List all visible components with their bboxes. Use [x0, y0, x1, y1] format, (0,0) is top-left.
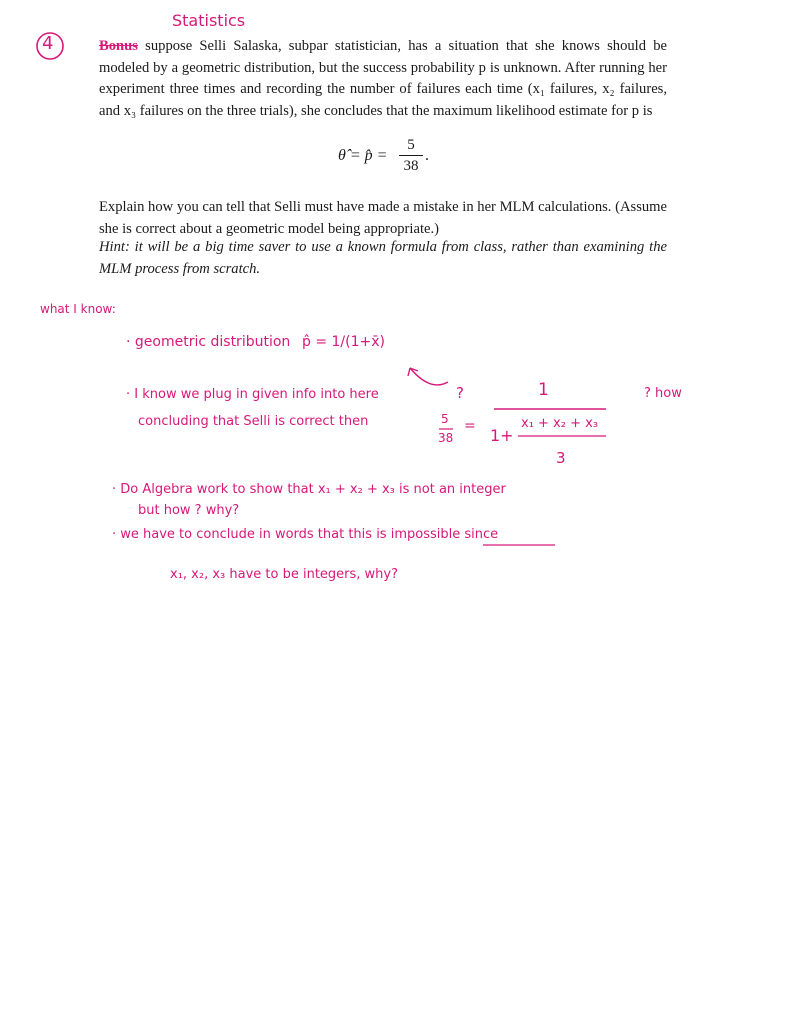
equation-fraction [399, 136, 423, 175]
note-bullet-2: · I know we plug in given info into here [126, 387, 379, 402]
big-fraction-numerator: 1 [538, 380, 549, 400]
equation-numerator: 5 [407, 137, 415, 153]
small-fraction-den: 38 [438, 431, 454, 445]
explain-paragraph: Explain how you can tell that Selli must have made a mistake in her MLM calculations. (Assume she is correct about a geometric model being appropriate.) [99, 199, 667, 237]
note-formula: p̂ = 1/(1+x̄) [302, 334, 385, 350]
big-fraction-three: 3 [556, 449, 566, 467]
note-bullet-2-cont: concluding that Selli is correct then [138, 414, 369, 429]
problem-statement [99, 36, 667, 122]
explain-text [99, 197, 667, 240]
note-bullet-4: · we have to conclude in words that this is impossible since [112, 527, 499, 542]
problem-number: 4 [42, 33, 54, 54]
hint-paragraph: Hint: it will be a big time saver to use a known formula from class, rather than examining the MLM process from scratch. [99, 239, 667, 277]
note-how: ? how [644, 386, 682, 401]
equation-period: . [425, 147, 429, 164]
equation-denominator: 38 [403, 158, 419, 174]
note-bullet-3-cont: but how ? why? [138, 503, 240, 518]
big-fraction-sum: x₁ + x₂ + x₃ [521, 416, 599, 431]
equation-bar [399, 155, 423, 156]
big-fraction-one-plus: 1+ [490, 426, 514, 445]
notes-heading: what I know: [40, 302, 116, 316]
equals-sign: = [464, 418, 476, 434]
struck-word: Bonus [99, 38, 138, 54]
small-fraction-num: 5 [441, 412, 449, 426]
problem-paragraph: suppose Selli Salaska, subpar statistician, has a situation that she knows should be modeled by a geometric distribution, but the success probability p is unknown. After running her experiment three times and recording the number of failures each time (x₁ failures, x₂ failures, and x₃ failures on the three trials), she concludes that the maximum likelihood estimate for p is [99, 38, 667, 119]
subject-note: Statistics [172, 11, 246, 30]
note-question-mark: ? [456, 384, 464, 402]
hint-text [99, 237, 667, 280]
note-bullet-4-cont: x₁, x₂, x₃ have to be integers, why? [170, 567, 399, 582]
mle-equation [338, 136, 508, 178]
note-bullet-1: · geometric distribution [126, 334, 291, 350]
note-bullet-3: · Do Algebra work to show that x₁ + x₂ + x₃ is not an integer [112, 482, 506, 497]
equation-lhs: θ̂ = p̂ = [338, 147, 388, 164]
